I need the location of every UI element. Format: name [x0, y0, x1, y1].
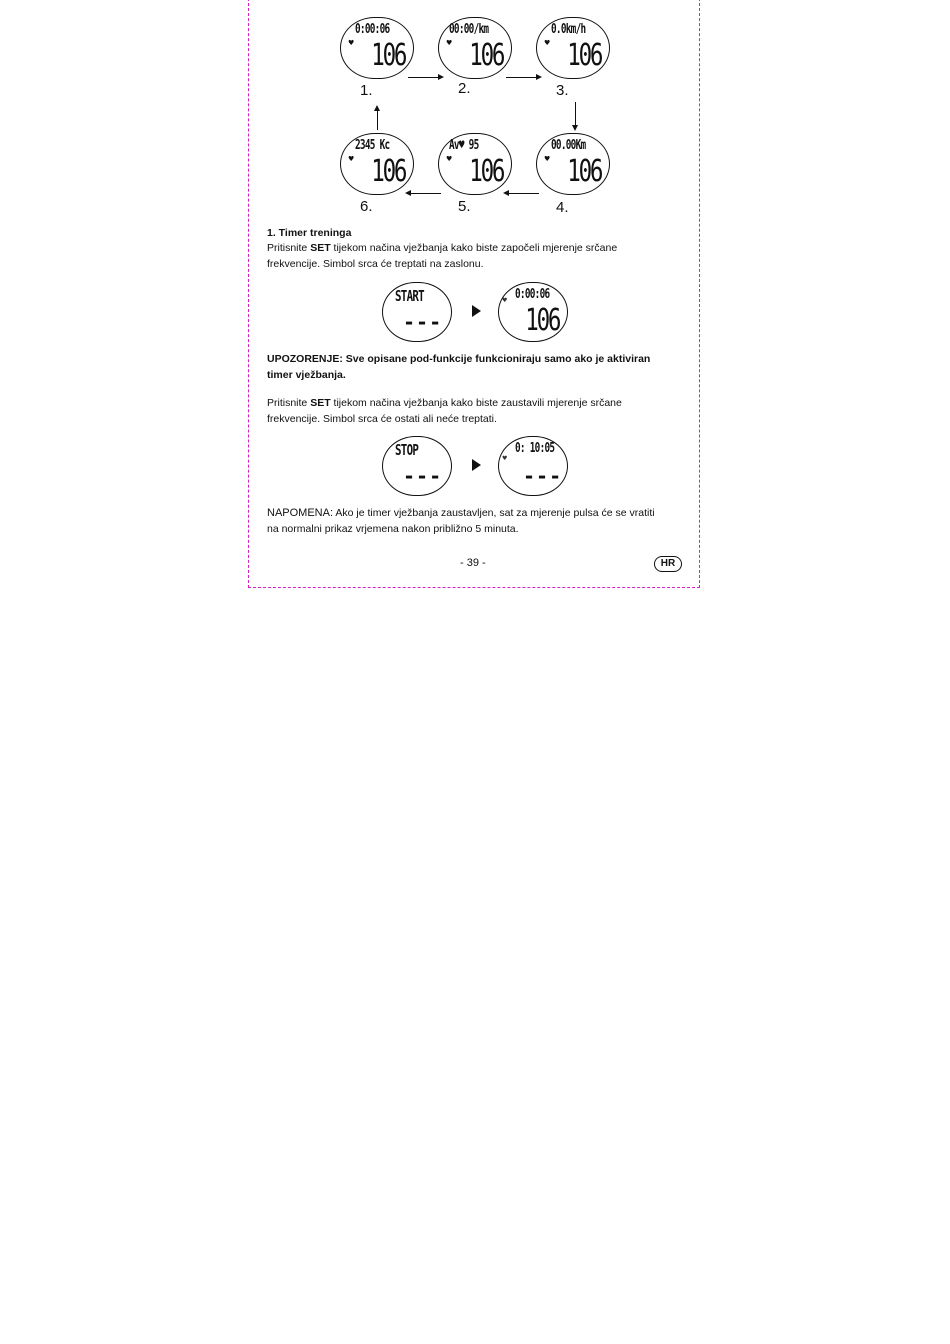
- arrow-head-icon: [374, 105, 380, 111]
- watch-display-5: [438, 133, 512, 195]
- section-heading: 1. Timer treninga: [267, 227, 352, 239]
- display-heart-rate: 106: [371, 154, 405, 189]
- language-badge: HR: [654, 556, 682, 572]
- arrow-head-icon: [438, 74, 444, 80]
- blinking-heart-icon: ♥: [502, 297, 508, 304]
- warning-line: timer vježbanja.: [267, 369, 346, 381]
- display-heart-rate: 106: [371, 38, 405, 73]
- heart-icon: ♥: [544, 39, 551, 47]
- step-label-6: 6.: [360, 198, 373, 215]
- paragraph-line: [267, 240, 687, 256]
- heart-icon: ♥: [502, 455, 508, 462]
- watch-display-running: [498, 282, 568, 342]
- arrow-head-icon: [572, 125, 578, 131]
- step-label-4: 4.: [556, 199, 569, 216]
- note-paragraph: [267, 505, 687, 537]
- arrow-1-to-2: [408, 77, 441, 78]
- page-frame: [248, 0, 700, 588]
- display-top-line: START: [395, 287, 424, 305]
- step-label-1: 1.: [360, 82, 373, 99]
- display-top-line: Av♥ 95: [449, 138, 479, 153]
- display-heart-rate: 106: [525, 303, 559, 338]
- text-span: Ako je timer vježbanja zaustavljen, sat za mjerenje pulsa će se vratiti: [333, 507, 655, 519]
- display-top-line: 0: 10:05: [515, 441, 555, 456]
- play-arrow-icon: [472, 459, 481, 471]
- display-top-line: 0:00:06: [355, 22, 390, 37]
- watch-display-1: [340, 17, 414, 79]
- watch-display-2: [438, 17, 512, 79]
- heart-icon: ♥: [348, 39, 355, 47]
- display-dashes: ---: [523, 464, 563, 488]
- display-heart-rate: 106: [567, 38, 601, 73]
- step-label-2: 2.: [458, 80, 471, 97]
- stop-paragraph: [267, 395, 687, 427]
- paragraph-line: na normalni prikaz vrjemena nakon približno 5 minuta.: [267, 523, 519, 535]
- section-paragraph: [267, 240, 687, 272]
- arrow-head-icon: [503, 190, 509, 196]
- display-dashes: ---: [403, 464, 443, 488]
- text-span: tijekom načina vježbanja kako biste zaustavili mjerenje srčane: [330, 397, 622, 409]
- display-top-line: STOP: [395, 441, 419, 459]
- note-label: NAPOMENA:: [267, 507, 334, 519]
- display-heart-rate: 106: [469, 154, 503, 189]
- watch-display-stopped: [498, 436, 568, 496]
- display-top-line: 0:00:06: [515, 287, 550, 302]
- watch-display-4: [536, 133, 610, 195]
- text-span: Pritisnite: [267, 397, 311, 409]
- heart-icon: ♥: [446, 155, 453, 163]
- text-span: Pritisnite: [267, 242, 311, 254]
- watch-display-stop: [382, 436, 452, 496]
- set-key-label: SET: [310, 397, 331, 409]
- display-heart-rate: 106: [469, 38, 503, 73]
- heart-icon: ♥: [348, 155, 355, 163]
- warning-line: UPOZORENJE: Sve opisane pod-funkcije funkcioniraju samo ako je aktiviran: [267, 353, 651, 365]
- display-top-line: 00:00/km: [449, 22, 489, 37]
- set-key-label: SET: [310, 242, 331, 254]
- display-top-line: 0.0km/h: [551, 22, 586, 37]
- arrow-3-to-4: [575, 102, 576, 126]
- arrow-2-to-3: [506, 77, 539, 78]
- paragraph-line: frekvencije. Simbol srca će treptati na zaslonu.: [267, 258, 484, 270]
- paragraph-line: [267, 505, 687, 521]
- arrow-head-icon: [536, 74, 542, 80]
- arrow-6-to-1: [377, 110, 378, 130]
- heart-icon: ♥: [544, 155, 551, 163]
- step-label-3: 3.: [556, 82, 569, 99]
- watch-display-3: [536, 17, 610, 79]
- step-label-5: 5.: [458, 198, 471, 215]
- arrow-4-to-5: [506, 193, 539, 194]
- display-top-line: 00.00Km: [551, 138, 586, 153]
- paragraph-line: frekvencije. Simbol srca će ostati ali neće treptati.: [267, 413, 497, 425]
- watch-display-start: [382, 282, 452, 342]
- page-number: - 39 -: [460, 557, 486, 569]
- play-arrow-icon: [472, 305, 481, 317]
- paragraph-line: [267, 395, 687, 411]
- display-heart-rate: 106: [567, 154, 601, 189]
- display-dashes: ---: [403, 310, 443, 334]
- watch-display-6: [340, 133, 414, 195]
- arrow-head-icon: [405, 190, 411, 196]
- text-span: tijekom načina vježbanja kako biste započeli mjerenje srčane: [330, 242, 618, 254]
- heart-icon: ♥: [446, 39, 453, 47]
- arrow-5-to-6: [408, 193, 441, 194]
- warning-text: [267, 351, 687, 383]
- display-top-line: 2345 Kc: [355, 138, 390, 153]
